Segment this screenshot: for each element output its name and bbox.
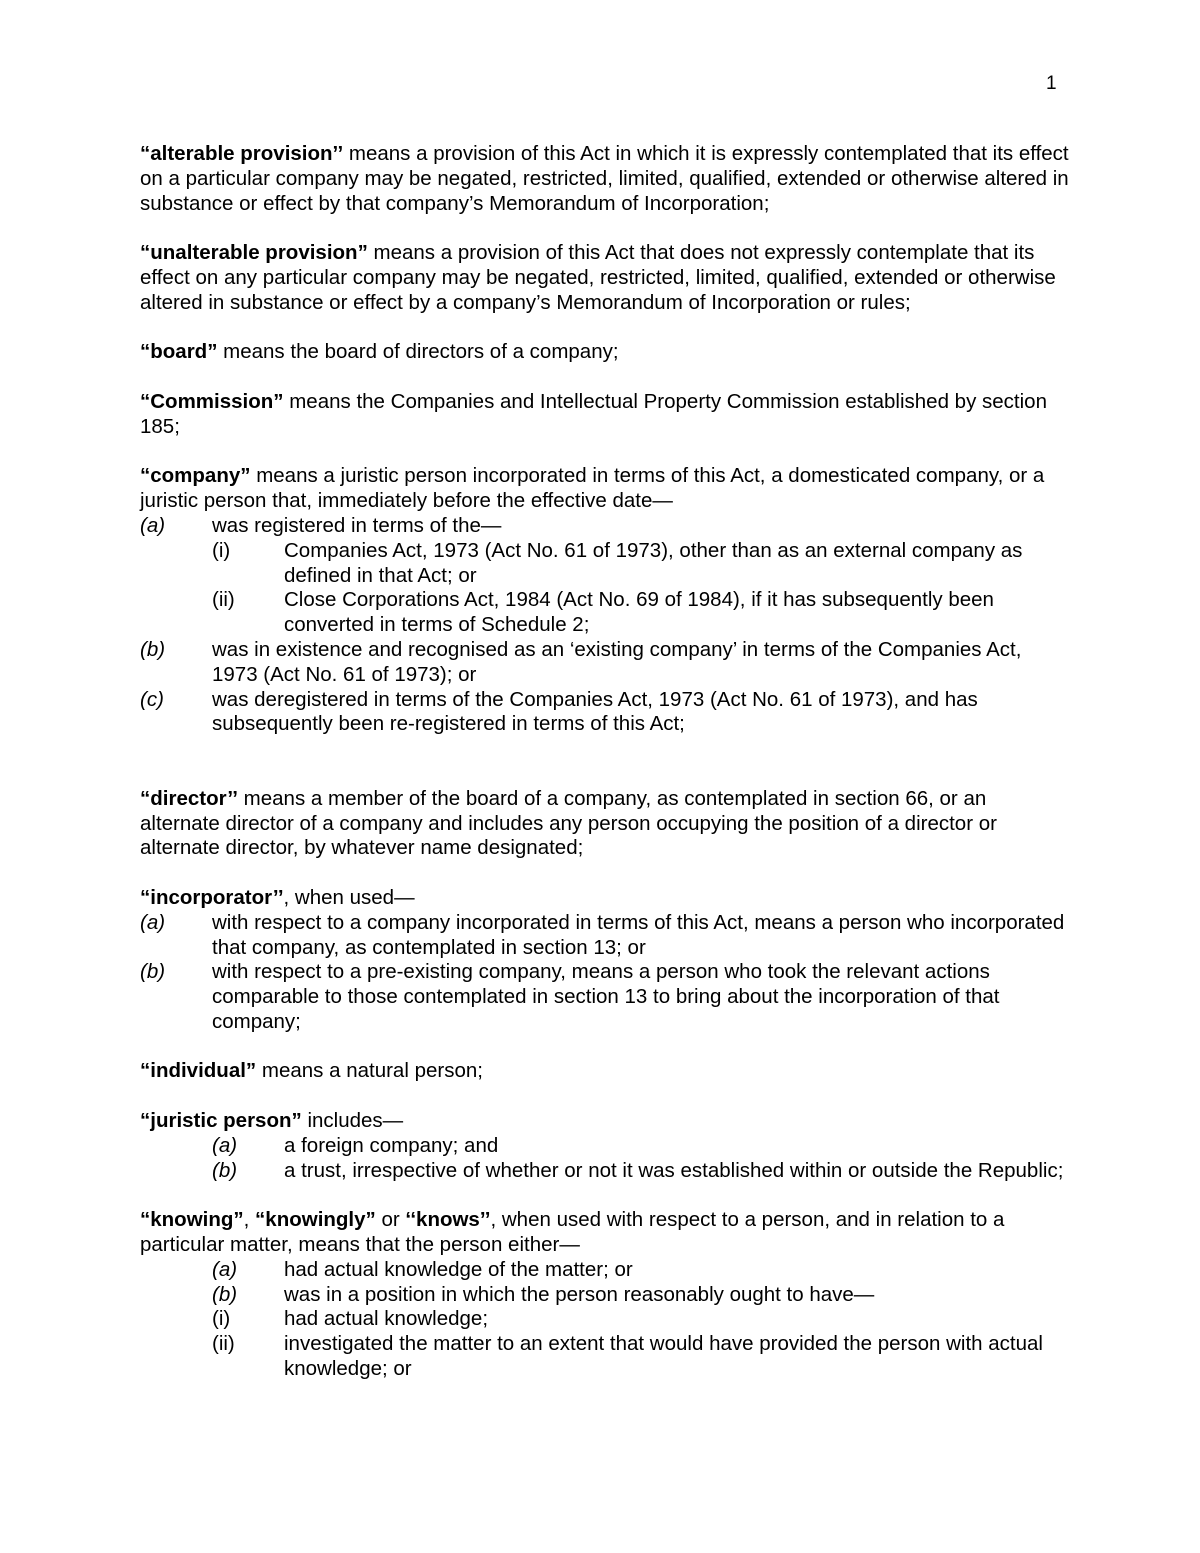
- item-text: Companies Act, 1973 (Act No. 61 of 1973), other than as an external company as defined in that Act; or: [284, 538, 1023, 587]
- term: “individual”: [140, 1059, 257, 1083]
- definition-text: means a provision of this Act in which it is expressly contemplated that its effect on a particular company may be negated, restricted, limited, qualified, extended or otherwise altered in substance or effect by that company’s Memorandum of Incorporation;: [140, 142, 1069, 215]
- list-item: [140, 688, 1070, 738]
- item-label: (b): [212, 1282, 238, 1306]
- definition-knowing: [140, 1208, 1070, 1258]
- item-text: was in existence and recognised as an ‘existing company’ in terms of the Companies Act, 1973 (Act No. 61 of 1973); or: [212, 637, 1022, 686]
- list-item: [140, 539, 1070, 589]
- term: “Commission”: [140, 389, 284, 413]
- item-label: (b): [212, 1158, 238, 1182]
- term: “knowing”: [140, 1208, 244, 1232]
- item-text: investigated the matter to an extent that would have provided the person with actual knowledge; or: [284, 1332, 1043, 1381]
- item-label: (i): [212, 1307, 231, 1331]
- term: “incorporator’’: [140, 885, 284, 909]
- term: “director’’: [140, 786, 238, 810]
- item-label: (i): [212, 538, 231, 562]
- item-text: had actual knowledge;: [284, 1307, 489, 1331]
- item-text: a trust, irrespective of whether or not it was established within or outside the Republic;: [284, 1158, 1064, 1182]
- definition-director: [140, 787, 1070, 861]
- item-text: was deregistered in terms of the Companies Act, 1973 (Act No. 61 of 1973), and has subsequently been re-registered in terms of this Act;: [212, 687, 978, 736]
- definition-text: means a provision of this Act that does not expressly contemplate that its effect on any particular company may be negated, restricted, limited, qualified, extended or otherwise altered in substance or effect by a company’s Memorandum of Incorporation or rules;: [140, 241, 1056, 314]
- list-item: [140, 1283, 1070, 1308]
- list-item: [140, 1159, 1070, 1184]
- item-label: (ii): [212, 1332, 235, 1356]
- definition-text: means the Companies and Intellectual Property Commission established by section 185;: [140, 389, 1047, 438]
- list-item: [140, 514, 1070, 539]
- term: “board”: [140, 340, 218, 364]
- separator: or: [375, 1208, 406, 1232]
- definition-alterable-provision: [140, 142, 1070, 216]
- definition-individual: [140, 1059, 1070, 1084]
- definition-text: , when used—: [283, 885, 415, 909]
- item-text: had actual knowledge of the matter; or: [284, 1257, 633, 1281]
- item-label: (a): [212, 1133, 238, 1157]
- list-item: [140, 960, 1070, 1034]
- definition-board: [140, 340, 1070, 365]
- item-label: (b): [140, 960, 166, 984]
- item-label: (a): [140, 910, 166, 934]
- item-text: was registered in terms of the—: [212, 513, 502, 537]
- separator: ,: [243, 1208, 256, 1232]
- definitions-body: [140, 142, 1070, 1382]
- item-label: (b): [140, 637, 166, 661]
- item-text: Close Corporations Act, 1984 (Act No. 69 of 1984), if it has subsequently been converted in terms of Schedule 2;: [284, 588, 994, 637]
- definition-text: means the board of directors of a company;: [217, 340, 619, 364]
- term: “company”: [140, 464, 251, 488]
- list-item: [140, 588, 1070, 638]
- definition-juristic-person: [140, 1109, 1070, 1134]
- definition-company: [140, 464, 1070, 514]
- definition-unalterable-provision: [140, 241, 1070, 315]
- term: “juristic person”: [140, 1109, 302, 1133]
- term: “knowingly”: [255, 1208, 376, 1232]
- item-text: with respect to a pre-existing company, means a person who took the relevant actions comparable to those contemplated in section 13 to bring about the incorporation of that company;: [212, 960, 1000, 1033]
- definition-text: means a natural person;: [256, 1059, 483, 1083]
- list-item: [140, 1332, 1070, 1382]
- list-item: [140, 1258, 1070, 1283]
- item-text: with respect to a company incorporated in terms of this Act, means a person who incorporated that company, as contemplated in section 13; or: [212, 910, 1065, 959]
- item-label: (ii): [212, 588, 235, 612]
- definition-text: , when used with respect to a person, and in relation to a particular matter, means that the person either—: [140, 1208, 1005, 1257]
- definition-text: means a member of the board of a company, as contemplated in section 66, or an alternate director of a company and includes any person occupying the position of a director or alternate director, by whatever name designated;: [140, 786, 997, 860]
- term: “unalterable provision”: [140, 241, 368, 265]
- item-label: (a): [140, 513, 166, 537]
- definition-text: means a juristic person incorporated in terms of this Act, a domesticated company, or a juristic person that, immediately before the effective date—: [140, 464, 1045, 513]
- page-number: 1: [1046, 73, 1057, 94]
- list-item: [140, 1134, 1070, 1159]
- term: ‘‘knows’’: [405, 1208, 491, 1232]
- definition-commission: [140, 390, 1070, 440]
- item-label: (c): [140, 687, 164, 711]
- definition-incorporator: [140, 886, 1070, 911]
- list-item: [140, 638, 1070, 688]
- list-item: [140, 1307, 1070, 1332]
- list-item: [140, 911, 1070, 961]
- definition-text: includes—: [301, 1109, 404, 1133]
- item-text: a foreign company; and: [284, 1133, 499, 1157]
- item-label: (a): [212, 1257, 238, 1281]
- term: “alterable provision’’: [140, 142, 344, 165]
- item-text: was in a position in which the person reasonably ought to have—: [284, 1282, 875, 1306]
